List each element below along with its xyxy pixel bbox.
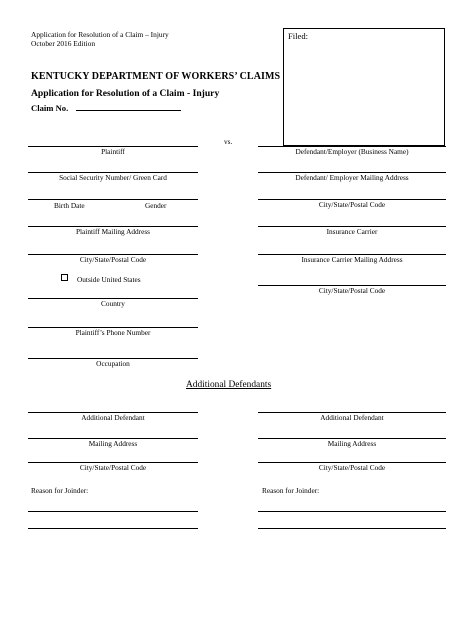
form-name: Application for Resolution of a Claim – Injury (31, 30, 169, 39)
plaintiff-name-label: Plaintiff (101, 147, 125, 156)
plaintiff-city-label: City/State/Postal Code (79, 255, 147, 264)
defendant-name-label: Defendant/Employer (Business Name) (295, 147, 409, 156)
reason-joinder-right-label: Reason for Joinder: (262, 486, 320, 495)
defendant-city-label: City/State/Postal Code (318, 200, 386, 209)
reason-joinder-left-line-2[interactable] (28, 528, 198, 529)
additional-defendants-title: Additional Defendants (186, 380, 272, 390)
insurance-city-label: City/State/Postal Code (318, 286, 386, 295)
plaintiff-country-label: Country (101, 299, 125, 308)
form-edition: October 2016 Edition (31, 39, 96, 48)
plaintiff-gender-label: Gender (145, 201, 167, 210)
vs-label: vs. (224, 137, 233, 146)
defendant-mailing-label: Defendant/ Employer Mailing Address (295, 173, 409, 182)
plaintiff-mailing-label: Plaintiff Mailing Address (75, 227, 151, 236)
claim-no-field[interactable] (76, 110, 181, 111)
additional-city-right-label: City/State/Postal Code (318, 463, 386, 472)
plaintiff-phone-label: Plaintiff’s Phone Number (75, 328, 151, 337)
reason-joinder-left-line-1[interactable] (28, 511, 198, 512)
filed-label: Filed: (288, 31, 309, 41)
agency-title: KENTUCKY DEPARTMENT OF WORKERS’ CLAIMS (31, 71, 281, 82)
additional-defendant-left-label: Additional Defendant (81, 413, 145, 422)
additional-mailing-left-label: Mailing Address (88, 439, 138, 448)
plaintiff-birth-date-label: Birth Date (54, 201, 85, 210)
reason-joinder-left-label: Reason for Joinder: (31, 486, 89, 495)
reason-joinder-right-line-2[interactable] (258, 528, 446, 529)
outside-us-checkbox[interactable] (61, 274, 68, 281)
insurance-mailing-label: Insurance Carrier Mailing Address (301, 255, 403, 264)
form-title: Application for Resolution of a Claim - Injury (31, 88, 220, 99)
reason-joinder-right-line-1[interactable] (258, 511, 446, 512)
additional-city-left-label: City/State/Postal Code (79, 463, 147, 472)
plaintiff-birth-gender-field[interactable] (28, 199, 198, 200)
filed-stamp-box (283, 28, 445, 146)
outside-us-label: Outside United States (77, 275, 141, 284)
claim-no-label: Claim No. (31, 103, 69, 113)
plaintiff-occupation-label: Occupation (96, 359, 130, 368)
plaintiff-ssn-label: Social Security Number/ Green Card (59, 173, 167, 182)
additional-mailing-right-label: Mailing Address (327, 439, 377, 448)
additional-defendant-right-label: Additional Defendant (320, 413, 384, 422)
insurance-carrier-label: Insurance Carrier (326, 227, 378, 236)
